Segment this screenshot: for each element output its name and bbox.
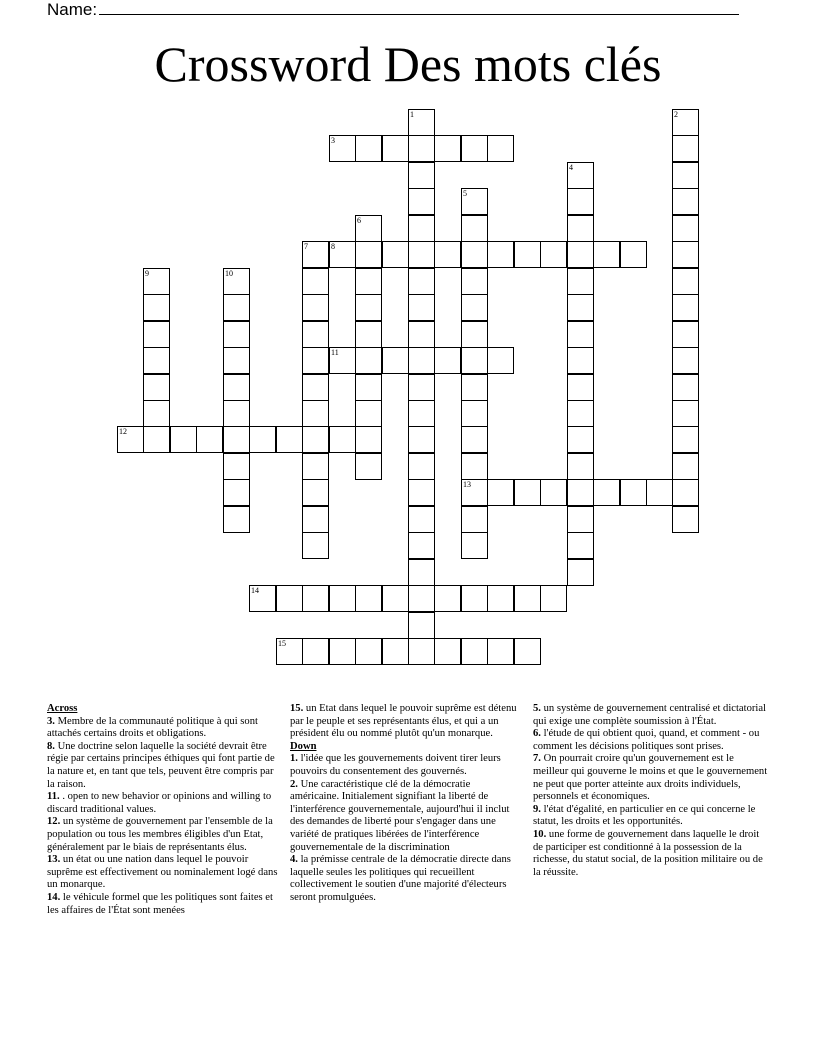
clue-number-label: 14: [251, 586, 259, 595]
grid-cell[interactable]: [143, 374, 170, 401]
grid-cell[interactable]: [567, 506, 594, 533]
grid-cell[interactable]: [672, 321, 699, 348]
grid-cell[interactable]: [329, 426, 356, 453]
clue-number-label: 3: [331, 136, 335, 145]
grid-cell[interactable]: [672, 347, 699, 374]
grid-cell[interactable]: [461, 506, 488, 533]
grid-cell[interactable]: [355, 321, 382, 348]
clue-down-2: 2. Une caractéristique clé de la démocratie américaine. Initialement signifiant la liberté de l'interférence gouvernementale, aujourd'hui il inclut des demandes de liberté pour s'engager dans une variété de pratiques libérées de l'interférence gouvernementale de la discrimination: [290, 778, 510, 853]
name-label: Name:: [47, 0, 98, 19]
clue-across-14: 14. le véhicule formel que les politiques sont faites et les affaires de l'État sont menées: [47, 891, 273, 916]
grid-cell[interactable]: [223, 294, 250, 321]
grid-cell[interactable]: [567, 215, 594, 242]
grid-cell[interactable]: [382, 241, 409, 268]
grid-cell[interactable]: [355, 585, 382, 612]
grid-cell[interactable]: [143, 321, 170, 348]
grid-cell[interactable]: [567, 426, 594, 453]
grid-cell[interactable]: [672, 215, 699, 242]
grid-cell[interactable]: [540, 585, 567, 612]
grid-cell[interactable]: [276, 585, 303, 612]
grid-cell[interactable]: [143, 294, 170, 321]
clue-across-12: 12. un système de gouvernement par l'ensemble de la population ou tous les membres éligibles d'un Etat, généralement par le biais de représentants élus.: [47, 816, 273, 853]
grid-cell[interactable]: [329, 135, 356, 162]
grid-cell[interactable]: [355, 426, 382, 453]
grid-cell[interactable]: [461, 135, 488, 162]
down-heading: Down: [290, 740, 317, 752]
grid-cell[interactable]: [567, 479, 594, 506]
grid-cell[interactable]: [434, 638, 461, 665]
grid-cell[interactable]: [672, 294, 699, 321]
grid-cell[interactable]: [355, 241, 382, 268]
grid-cell[interactable]: [567, 532, 594, 559]
grid-cell[interactable]: [408, 453, 435, 480]
grid-cell[interactable]: [620, 241, 647, 268]
grid-cell[interactable]: [223, 506, 250, 533]
clue-down-7: 7. On pourrait croire qu'un gouvernement est le meilleur qui gouverne le moins et que le gouvernement ne peut que porter atteinte aux droits individuels, personnels et économiques.: [533, 753, 768, 803]
grid-cell[interactable]: [408, 162, 435, 189]
grid-cell[interactable]: [408, 347, 435, 374]
grid-cell[interactable]: [593, 479, 620, 506]
grid-cell[interactable]: [355, 453, 382, 480]
grid-cell[interactable]: [672, 162, 699, 189]
grid-cell[interactable]: [672, 241, 699, 268]
grid-cell[interactable]: [355, 400, 382, 427]
grid-cell[interactable]: [302, 294, 329, 321]
grid-cell[interactable]: [514, 479, 541, 506]
clue-number-label: 11: [331, 348, 339, 357]
grid-cell[interactable]: [567, 400, 594, 427]
grid-cell[interactable]: [302, 585, 329, 612]
clue-number-label: 9: [145, 269, 149, 278]
grid-cell[interactable]: [249, 426, 276, 453]
grid-cell[interactable]: [329, 347, 356, 374]
grid-cell[interactable]: [672, 135, 699, 162]
grid-cell[interactable]: [487, 135, 514, 162]
grid-cell[interactable]: [672, 109, 699, 136]
grid-cell[interactable]: [408, 426, 435, 453]
grid-cell[interactable]: [567, 241, 594, 268]
grid-cell[interactable]: [302, 374, 329, 401]
grid-cell[interactable]: [408, 585, 435, 612]
grid-cell[interactable]: [567, 188, 594, 215]
grid-cell[interactable]: [408, 612, 435, 639]
grid-cell[interactable]: [672, 268, 699, 295]
grid-cell[interactable]: [143, 347, 170, 374]
grid-cell[interactable]: [408, 109, 435, 136]
grid-cell[interactable]: [143, 268, 170, 295]
grid-cell[interactable]: [355, 135, 382, 162]
grid-cell[interactable]: [461, 268, 488, 295]
grid-cell[interactable]: [355, 638, 382, 665]
grid-cell[interactable]: [434, 135, 461, 162]
grid-cell[interactable]: [276, 638, 303, 665]
grid-cell[interactable]: [329, 585, 356, 612]
grid-cell[interactable]: [408, 241, 435, 268]
grid-cell[interactable]: [302, 479, 329, 506]
grid-cell[interactable]: [408, 294, 435, 321]
grid-cell[interactable]: [302, 241, 329, 268]
grid-cell[interactable]: [223, 479, 250, 506]
clue-across-11: 11. . open to new behavior or opinions and willing to discard traditional values.: [47, 791, 272, 815]
clue-number-label: 7: [304, 242, 308, 251]
grid-cell[interactable]: [276, 426, 303, 453]
grid-cell[interactable]: [461, 321, 488, 348]
clues-column-2: [290, 703, 522, 905]
grid-cell[interactable]: [487, 638, 514, 665]
grid-cell[interactable]: [487, 585, 514, 612]
grid-cell[interactable]: [408, 321, 435, 348]
grid-cell[interactable]: [461, 426, 488, 453]
clue-number-label: 6: [357, 216, 361, 225]
grid-cell[interactable]: [223, 374, 250, 401]
clues-column-1: [47, 703, 283, 917]
grid-cell[interactable]: [672, 479, 699, 506]
grid-cell[interactable]: [672, 506, 699, 533]
clue-down-1: 1. l'idée que les gouvernements doivent tirer leurs pouvoirs du consentement des gouvernés.: [290, 753, 501, 777]
clue-across-3: 3. Membre de la communauté politique à qui sont attachés certains droits et obligations.: [47, 715, 258, 740]
grid-cell[interactable]: [461, 400, 488, 427]
grid-cell[interactable]: [620, 479, 647, 506]
clue-down-6: 6. l'étude de qui obtient quoi, quand, et comment - ou comment les décisions politiques sont prises.: [533, 728, 760, 752]
grid-cell[interactable]: [329, 241, 356, 268]
grid-cell[interactable]: [672, 374, 699, 401]
grid-cell[interactable]: [117, 426, 144, 453]
grid-cell[interactable]: [408, 215, 435, 242]
grid-cell[interactable]: [487, 347, 514, 374]
clue-number-label: 13: [463, 480, 471, 489]
clue-down-5: 5. un système de gouvernement centralisé et dictatorial qui exige une complète soumission à l'État.: [533, 703, 766, 727]
grid-cell[interactable]: [461, 374, 488, 401]
clue-number-label: 5: [463, 189, 467, 198]
grid-cell[interactable]: [408, 638, 435, 665]
grid-cell[interactable]: [408, 374, 435, 401]
grid-cell[interactable]: [567, 294, 594, 321]
grid-cell[interactable]: [408, 532, 435, 559]
grid-cell[interactable]: [302, 426, 329, 453]
grid-cell[interactable]: [382, 135, 409, 162]
grid-cell[interactable]: [329, 638, 356, 665]
grid-cell[interactable]: [355, 347, 382, 374]
grid-cell[interactable]: [302, 347, 329, 374]
grid-cell[interactable]: [461, 347, 488, 374]
grid-cell[interactable]: [461, 294, 488, 321]
grid-cell[interactable]: [302, 453, 329, 480]
grid-cell[interactable]: [382, 638, 409, 665]
grid-cell[interactable]: [223, 453, 250, 480]
clue-number-label: 8: [331, 242, 335, 251]
clue-number-label: 12: [119, 427, 127, 436]
clue-down-4: 4. la prémisse centrale de la démocratie directe dans laquelle seules les politiques qui recueillent collectivement le soutien d'une majorité d'électeurs seront promulguées.: [290, 854, 511, 903]
grid-cell[interactable]: [567, 347, 594, 374]
clues-column-3: [533, 703, 769, 879]
grid-cell[interactable]: [567, 453, 594, 480]
grid-cell[interactable]: [223, 400, 250, 427]
grid-cell[interactable]: [461, 188, 488, 215]
page-title: Crossword Des mots clés: [154, 36, 662, 92]
across-heading: Across: [47, 703, 78, 714]
grid-cell[interactable]: [223, 321, 250, 348]
grid-cell[interactable]: [672, 426, 699, 453]
grid-cell[interactable]: [434, 347, 461, 374]
grid-cell[interactable]: [408, 559, 435, 586]
grid-cell[interactable]: [487, 479, 514, 506]
grid-cell[interactable]: [408, 400, 435, 427]
grid-cell[interactable]: [567, 559, 594, 586]
grid-cell[interactable]: [355, 374, 382, 401]
grid-cell[interactable]: [461, 479, 488, 506]
grid-cell[interactable]: [355, 268, 382, 295]
grid-cell[interactable]: [567, 374, 594, 401]
grid-cell[interactable]: [143, 426, 170, 453]
grid-cell[interactable]: [672, 453, 699, 480]
clue-down-9: 9. l'état d'égalité, en particulier en ce qui concerne le statut, les droits et les opportunités.: [533, 803, 756, 828]
grid-cell[interactable]: [434, 241, 461, 268]
grid-cell[interactable]: [567, 162, 594, 189]
grid-cell[interactable]: [408, 479, 435, 506]
grid-cell[interactable]: [355, 215, 382, 242]
grid-cell[interactable]: [567, 321, 594, 348]
clue-number-label: 10: [225, 269, 233, 278]
grid-cell[interactable]: [461, 532, 488, 559]
clue-number-label: 4: [569, 163, 573, 172]
clue-across-15: 15. un Etat dans lequel le pouvoir suprême est détenu par le peuple et ses représentants élus, et qui a un président élu ou nommé plutôt qu'un monarque.: [290, 703, 517, 740]
grid-cell[interactable]: [223, 268, 250, 295]
clue-number-label: 2: [674, 110, 678, 119]
clue-number-label: 1: [410, 110, 414, 119]
grid-cell[interactable]: [514, 585, 541, 612]
clue-across-8: 8. Une doctrine selon laquelle la société devrait être régie par certains principes éthiques qui font partie de la nature et, en tant que tels, peuvent être compris par la raison.: [47, 740, 275, 790]
grid-cell[interactable]: [672, 400, 699, 427]
grid-cell[interactable]: [302, 400, 329, 427]
grid-cell[interactable]: [540, 479, 567, 506]
grid-cell[interactable]: [514, 241, 541, 268]
grid-cell[interactable]: [487, 241, 514, 268]
grid-cell[interactable]: [302, 532, 329, 559]
grid-cell[interactable]: [302, 321, 329, 348]
grid-cell[interactable]: [461, 453, 488, 480]
grid-cell[interactable]: [408, 188, 435, 215]
grid-cell[interactable]: [593, 241, 620, 268]
grid-cell[interactable]: [196, 426, 223, 453]
grid-cell[interactable]: [170, 426, 197, 453]
grid-cell[interactable]: [514, 638, 541, 665]
grid-cell[interactable]: [567, 268, 594, 295]
grid-cell[interactable]: [143, 400, 170, 427]
grid-cell[interactable]: [382, 585, 409, 612]
clue-down-10: 10. une forme de gouvernement dans laquelle le droit de participer est conditionné à la possession de la richesse, du statut social, de la position militaire ou de la réussite.: [533, 828, 763, 878]
grid-cell[interactable]: [223, 426, 250, 453]
grid-cell[interactable]: [408, 506, 435, 533]
grid-cell[interactable]: [223, 347, 250, 374]
clue-across-13: 13. un état ou une nation dans lequel le pouvoir suprême est effectivement ou nominalement logé dans un monarque.: [47, 854, 278, 891]
grid-cell[interactable]: [355, 294, 382, 321]
grid-cell[interactable]: [408, 135, 435, 162]
grid-cell[interactable]: [302, 638, 329, 665]
grid-cell[interactable]: [249, 585, 276, 612]
grid-cell[interactable]: [461, 638, 488, 665]
grid-cell[interactable]: [302, 268, 329, 295]
grid-cell[interactable]: [672, 188, 699, 215]
grid-cell[interactable]: [461, 585, 488, 612]
grid-cell[interactable]: [461, 215, 488, 242]
grid-cell[interactable]: [540, 241, 567, 268]
grid-cell[interactable]: [302, 506, 329, 533]
grid-cell[interactable]: [382, 347, 409, 374]
grid-cell[interactable]: [646, 479, 673, 506]
clue-number-label: 15: [278, 639, 286, 648]
grid-cell[interactable]: [408, 268, 435, 295]
grid-cell[interactable]: [434, 585, 461, 612]
grid-cell[interactable]: [461, 241, 488, 268]
